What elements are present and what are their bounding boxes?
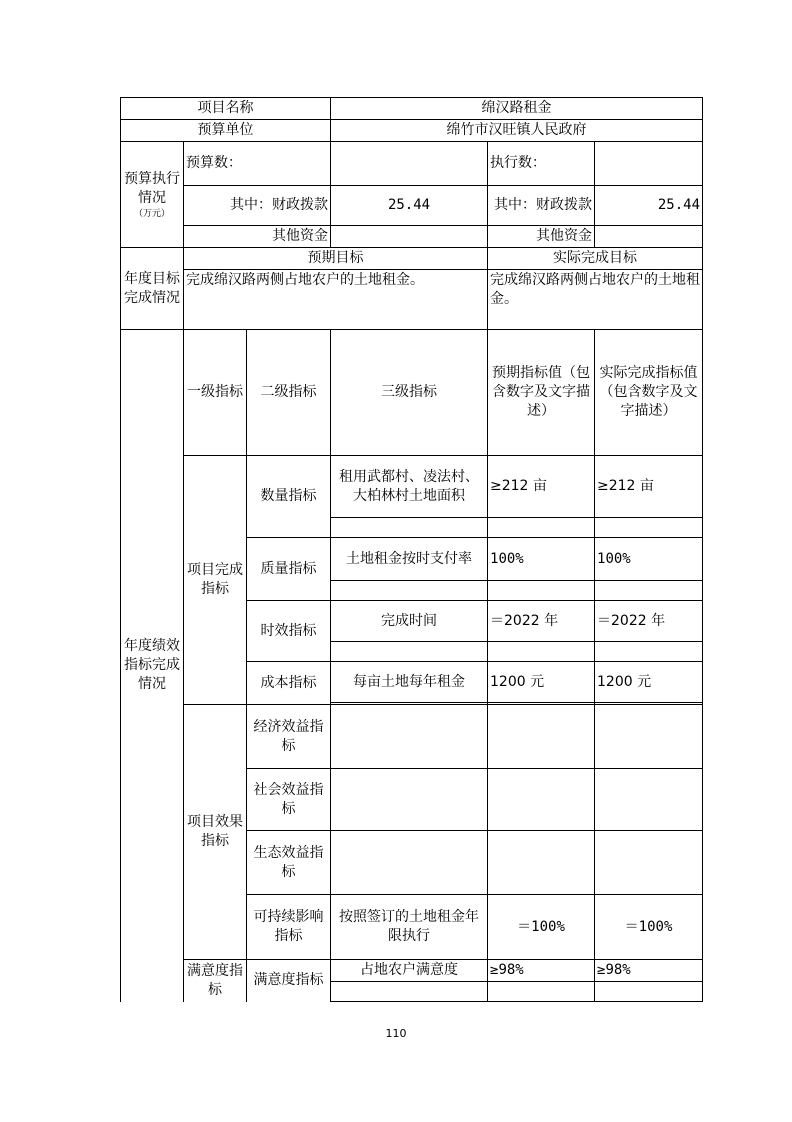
performance-table [120,97,703,1002]
quality-expected: 100% [488,538,595,581]
economic-label: 经济效益指标 [247,705,331,769]
empty-cell [331,982,488,1002]
cost-expected: 1200 元 [488,662,595,703]
annual-goal-header-row [121,248,703,270]
empty-cell [488,705,595,769]
sustain-expected: ＝100% [488,895,595,960]
indicator-header-row [121,330,703,456]
budget-section-title: 预算执行情况 [124,170,180,206]
empty-cell [488,982,595,1002]
empty-cell [488,581,595,601]
empty-cell [331,518,488,538]
empty-cell [595,831,703,895]
satisfaction-item: 占地农户满意度 [331,960,488,982]
sustain-label: 可持续影响指标 [247,895,331,960]
budget-unit-row [121,120,703,142]
expected-goal-header: 预期目标 [184,248,488,270]
other-funds-budget-label: 其他资金 [184,226,331,248]
cost-item: 每亩土地每年租金 [331,662,488,703]
quantity-item: 租用武都村、凌法村、大柏林村土地面积 [331,456,488,518]
fiscal-row [121,186,703,226]
quantity-actual: ≥212 亩 [595,456,703,518]
time-item: 完成时间 [331,601,488,642]
level1-header: 一级指标 [184,330,247,456]
expected-value-header: 预期指标值（包含数字及文字描述） [488,330,595,456]
other-funds-row [121,226,703,248]
page-number: 110 [385,1027,407,1040]
quantity-label: 数量指标 [247,456,331,538]
budget-unit-label: 预算单位 [121,120,331,142]
other-funds-budget-value [331,226,488,248]
satisfaction-group-label: 满意度指标 [184,960,247,1002]
empty-cell [488,769,595,831]
other-funds-exec-label: 其他资金 [488,226,595,248]
budget-unit-value: 绵竹市汉旺镇人民政府 [331,120,703,142]
empty-cell [488,642,595,662]
empty-cell [488,831,595,895]
budget-count-value [331,142,488,186]
eco-label: 生态效益指标 [247,831,331,895]
fiscal-budget-value: 25.44 [331,186,488,226]
quality-label: 质量指标 [247,538,331,601]
time-expected: ＝2022 年 [488,601,595,642]
exec-count-label: 执行数： [488,142,595,186]
satisfaction-actual: ≥98% [595,960,703,982]
fiscal-budget-label: 其中：财政拨款 [184,186,331,226]
exec-count-value [595,142,703,186]
sustain-actual: ＝100% [595,895,703,960]
sustain-item: 按照签订的土地租金年限执行 [331,895,488,960]
effect-group-label: 项目效果指标 [184,705,247,960]
social-label: 社会效益指标 [247,769,331,831]
fiscal-exec-value: 25.44 [595,186,703,226]
empty-cell [331,769,488,831]
expected-goal-text: 完成绵汉路两侧占地农户的土地租金。 [184,270,488,330]
empty-cell [595,518,703,538]
completion-group-label: 项目完成指标 [184,456,247,705]
fiscal-exec-label: 其中：财政拨款 [488,186,595,226]
project-name-row [121,98,703,120]
budget-section-unit: （万元） [133,208,170,219]
actual-goal-text: 完成绵汉路两侧占地农户的土地租金。 [488,270,703,330]
satisfaction-row [121,960,703,982]
quantity-expected: ≥212 亩 [488,456,595,518]
empty-cell [488,518,595,538]
level3-header: 三级指标 [331,330,488,456]
cost-actual: 1200 元 [595,662,703,703]
other-funds-exec-value [595,226,703,248]
project-name-value: 绵汉路租金 [331,98,703,120]
project-name-label: 项目名称 [121,98,331,120]
annual-goal-section-label: 年度目标完成情况 [121,248,184,330]
quantity-row [121,456,703,518]
quality-item: 土地租金按时支付率 [331,538,488,581]
budget-section-label [121,142,184,248]
budget-count-row [121,142,703,186]
level2-header: 二级指标 [247,330,331,456]
empty-cell [595,769,703,831]
satisfaction-expected: ≥98% [488,960,595,982]
economic-row [121,705,703,769]
cost-label: 成本指标 [247,662,331,705]
actual-goal-header: 实际完成目标 [488,248,703,270]
annual-goal-content-row [121,270,703,330]
time-actual: ＝2022 年 [595,601,703,642]
empty-cell [595,581,703,601]
empty-cell [331,705,488,769]
empty-cell [331,831,488,895]
empty-cell [331,642,488,662]
indicator-section-label: 年度绩效指标完成情况 [121,330,184,1002]
quality-actual: 100% [595,538,703,581]
actual-value-header: 实际完成指标值（包含数字及文字描述） [595,330,703,456]
budget-count-label: 预算数： [184,142,331,186]
satisfaction-label: 满意度指标 [247,960,331,1002]
time-label: 时效指标 [247,601,331,662]
empty-cell [595,705,703,769]
empty-cell [595,982,703,1002]
empty-cell [331,581,488,601]
empty-cell [595,642,703,662]
